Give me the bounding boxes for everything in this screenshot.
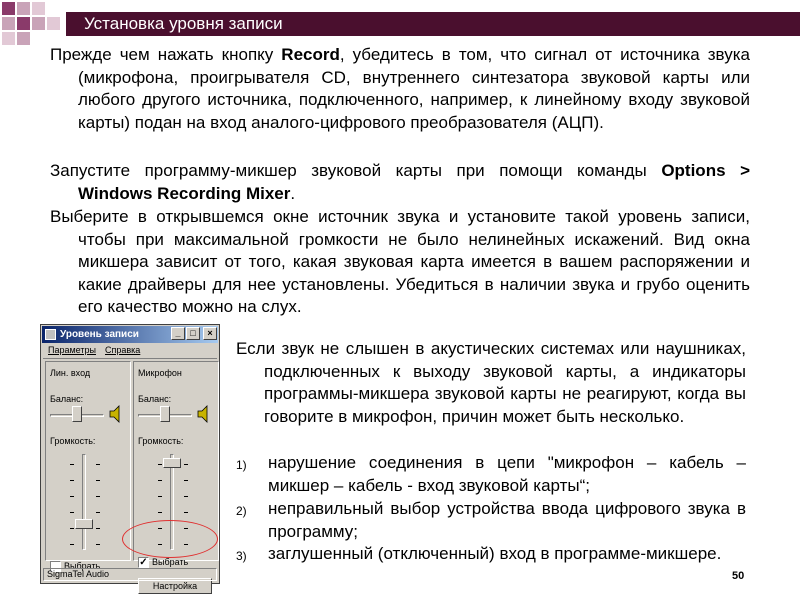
balance-slider[interactable]	[50, 406, 104, 424]
volume-thumb[interactable]	[75, 519, 93, 529]
paragraph-mixer-command: Запустите программу-микшер звуковой карты при помощи команды Options > Windows Recording Mixer.	[50, 161, 750, 203]
check-mark-icon: ✓	[139, 557, 148, 568]
volume-slider[interactable]	[66, 454, 106, 550]
channel-line-in	[45, 361, 131, 571]
select-checkbox[interactable]: ✓ Выбрать	[139, 557, 189, 568]
list-item: 2) неправильный выбор устройства ввода цифрового звука в программу;	[236, 499, 746, 541]
mixer-app-icon	[45, 329, 56, 340]
mixer-status-bar: SigmaTel Audio	[43, 568, 217, 581]
balance-label: Баланс:	[138, 394, 172, 404]
advanced-button[interactable]: Настройка	[138, 578, 212, 594]
highlight-ellipse	[122, 520, 218, 558]
menu-parameters[interactable]: Параметры	[48, 345, 96, 355]
page-number: 50	[732, 570, 745, 582]
paragraph-record: Прежде чем нажать кнопку Record, убедитесь в том, что сигнал от источника звука (микрофона, проигрывателя CD, внутреннего синтезатора звуковой карты или любого другого источника, подключенного, например, к линейному входу звуковой карты) подан на вход аналого-цифрового преобразователя (АЦП).	[50, 45, 750, 132]
minimize-icon[interactable]: _	[171, 327, 185, 340]
balance-label: Баланс:	[50, 394, 84, 404]
channel-name: Лин. вход	[50, 368, 91, 378]
select-checkbox[interactable]: Выбрать	[50, 560, 130, 574]
maximize-icon[interactable]: □	[186, 327, 200, 340]
troubleshooting-intro: Если звук не слышен в акустических системах или наушниках, подключенных к выходу звуковой карты, а индикаторы программы-микшера звуковой карты не реагируют, когда вы говорите в микрофон, причин может быть несколько.	[236, 339, 746, 426]
balance-slider[interactable]	[138, 406, 192, 424]
volume-label: Громкость:	[50, 436, 96, 446]
mixer-menubar	[43, 344, 217, 359]
channel-name: Микрофон	[138, 368, 182, 378]
speaker-icon	[196, 404, 214, 424]
paragraph-select-source: Выберите в открывшемся окне источник звука и установите такой уровень записи, чтобы при максимальной громкости не было нелинейных искажений. Вид окна микшера зависит от того, какая звуковая карта имеется в вашем распоряжении и какие драйверы для нее установлены. Убедиться в наличии звука и грубо оценить его качество можно на слух.	[50, 207, 750, 316]
list-item: 1) нарушение соединения в цепи "микрофон – кабель – микшер – кабель - вход звуковой карты“;	[236, 453, 746, 495]
volume-label: Громкость:	[138, 436, 184, 446]
volume-thumb[interactable]	[163, 458, 181, 468]
speaker-icon	[108, 404, 126, 424]
close-icon[interactable]: ×	[203, 327, 217, 340]
mixer-window-title: Уровень записи	[60, 329, 139, 340]
list-item: 3) заглушенный (отключенный) вход в программе-микшере.	[236, 544, 722, 563]
menu-help[interactable]: Справка	[105, 345, 141, 355]
slide-title: Установка уровня записи	[84, 14, 283, 33]
